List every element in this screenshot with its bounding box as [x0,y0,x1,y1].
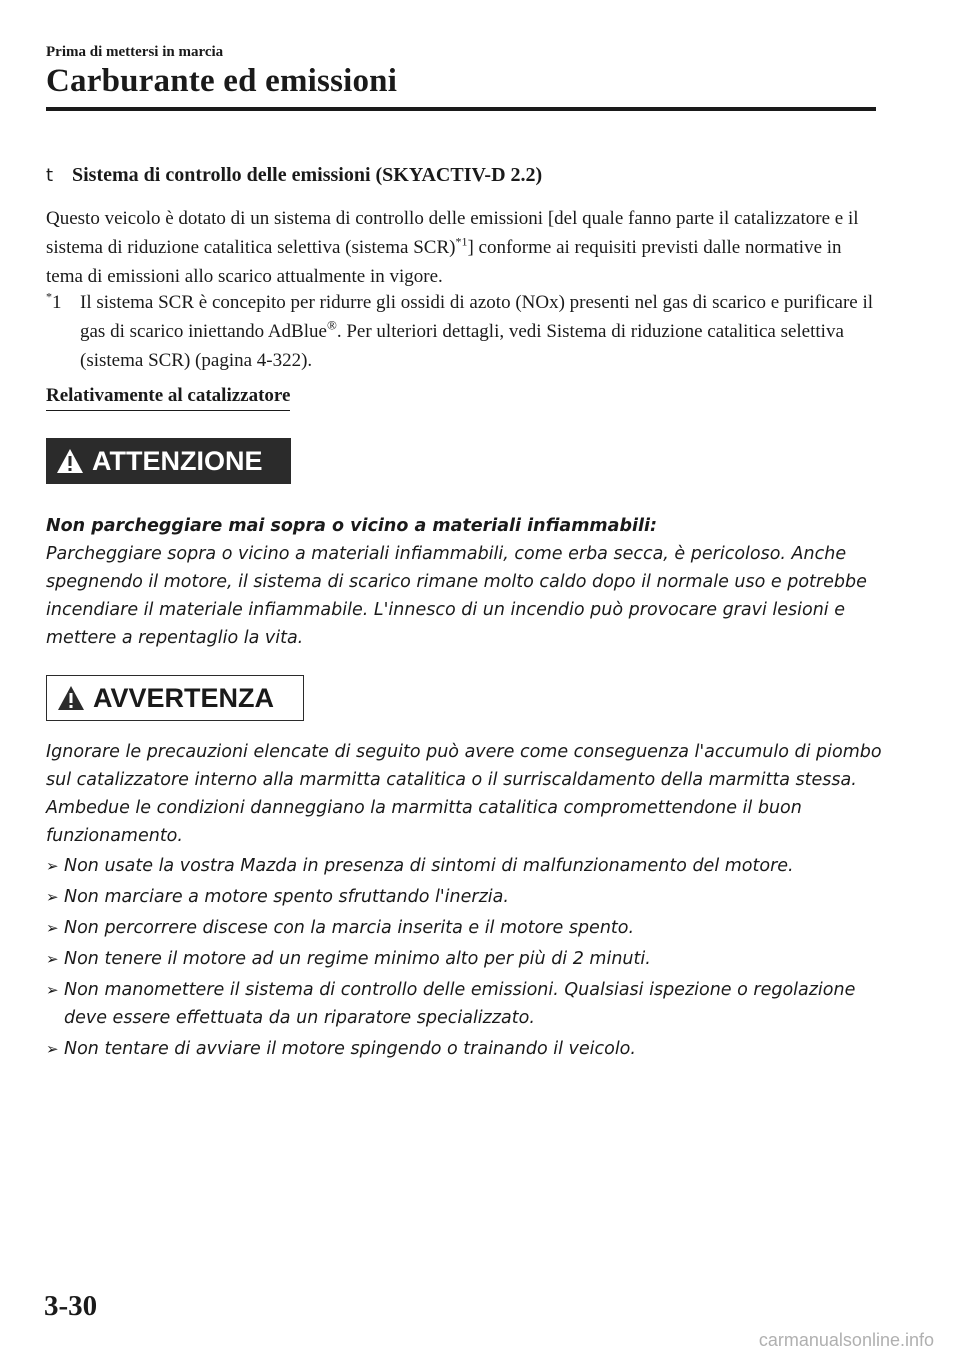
attention-heading: Non parcheggiare mai sopra o vicino a materiali infiammabili: [46,516,657,536]
footnote-ref: *1 [455,234,468,249]
attention-body: Parcheggiare sopra o vicino a materiali infiammabili, come erba secca, è pericoloso. Anche spegnendo il motore, il sistema di scarico rimane molto caldo dopo il normale uso e potrebbe incendiare il materiale infiammabile. L'innesco di un incendio può provocare gravi lesioni e mettere a repentaglio la vita. [46,544,867,648]
footnote [46,288,876,375]
arrow-bullet-icon: ➢ [46,857,59,875]
intro-text-part2: ] conforme ai requisiti previsti dalle normative in tema di emissioni allo scarico attualmente in vigore. [46,237,842,287]
attention-label-box [46,438,291,484]
footnote-text-part2: . Per ulteriori dettagli, vedi Sistema di riduzione catalitica selettiva (sistema SCR) (pagina 4-322). [80,321,844,371]
arrow-bullet-icon: ➢ [46,888,59,906]
intro-paragraph [46,204,876,291]
arrow-bullet-icon: ➢ [46,950,59,968]
intro-text-part1: Questo veicolo è dotato di un sistema di controllo delle emissioni [del quale fanno parte il catalizzatore e il sistema di riduzione catalitica selettiva (sistema SCR) [46,208,859,258]
list-item: ➢ Non percorrere discese con la marcia inserita e il motore spento. [46,914,886,942]
warning-triangle-icon [56,448,84,474]
footnote-mark [46,288,62,317]
list-item: ➢ Non marciare a motore spento sfruttando l'inerzia. [46,883,886,911]
attention-label: ATTENZIONE [92,445,263,476]
page-header [46,44,397,100]
footnote-mark-number: 1 [52,292,62,313]
list-item: ➢ Non usate la vostra Mazda in presenza di sintomi di malfunzionamento del motore. [46,852,886,880]
header-divider [46,107,876,111]
warning-label: AVVERTENZA [93,682,275,713]
warning-label-box [46,675,304,721]
footnote-mark-asterisk: * [46,289,52,304]
warning-list [46,852,886,1066]
section-heading-text: Sistema di controllo delle emissioni (SKYACTIV-D 2.2) [72,164,543,186]
section-heading [46,164,542,187]
footnote-text [80,288,876,375]
arrow-bullet-icon: ➢ [46,919,59,937]
warning-triangle-icon [57,685,85,711]
watermark: carmanualsonline.info [758,1330,934,1350]
page-number: 3-30 [44,1290,98,1322]
section-bullet-icon: t [46,165,54,186]
breadcrumb: Prima di mettersi in marcia [46,44,224,60]
page-title: Carburante ed emissioni [46,63,398,99]
subheading-catalyst: Relativamente al catalizzatore [46,385,290,411]
list-item: ➢ Non manomettere il sistema di controllo delle emissioni. Qualsiasi ispezione o regolazione deve essere effettuata da un riparatore specializzato. [46,976,886,1032]
footnote-text-part1: Il sistema SCR è concepito per ridurre gli ossidi di azoto (NOx) presenti nel gas di scarico e purificare il gas di scarico iniettando AdBlue [80,292,874,342]
warning-body: Ignorare le precauzioni elencate di seguito può avere come conseguenza l'accumulo di piombo sul catalizzatore interno alla marmitta catalitica o il surriscaldamento della marmitta stessa. Ambedue le condizioni danneggiano la marmitta catalitica compromettendone il buon funzionamento. [46,742,882,846]
list-item: ➢ Non tenere il motore ad un regime minimo alto per più di 2 minuti. [46,945,886,973]
registered-mark: ® [326,317,337,333]
list-item: ➢ Non tentare di avviare il motore spingendo o trainando il veicolo. [46,1035,886,1063]
arrow-bullet-icon: ➢ [46,1040,59,1058]
arrow-bullet-icon: ➢ [46,981,59,999]
